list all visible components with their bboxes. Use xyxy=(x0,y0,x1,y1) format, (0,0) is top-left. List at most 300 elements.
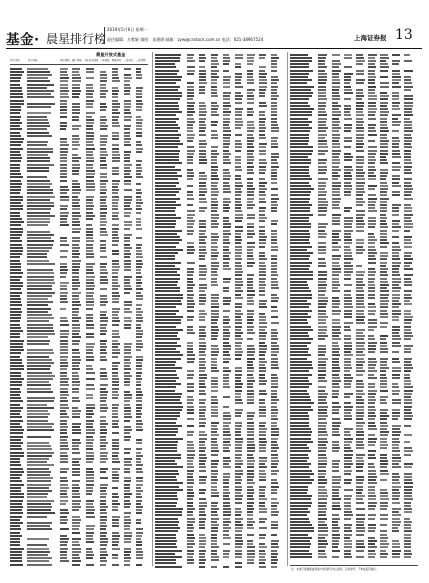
table-cell xyxy=(199,386,206,388)
table-cell xyxy=(27,272,54,274)
table-row xyxy=(155,488,287,491)
table-cell xyxy=(124,432,130,434)
table-row xyxy=(155,53,287,56)
table-cell xyxy=(290,89,311,91)
table-row xyxy=(155,72,287,75)
table-cell xyxy=(187,217,193,219)
table-cell xyxy=(86,365,92,367)
table-cell xyxy=(211,313,219,315)
table-cell xyxy=(356,412,364,414)
table-cell xyxy=(368,92,375,94)
table-row xyxy=(290,200,422,203)
table-cell xyxy=(187,194,193,196)
table-cell xyxy=(356,303,364,305)
table-cell xyxy=(290,486,308,488)
table-cell xyxy=(60,557,67,559)
table-cell xyxy=(199,492,205,494)
table-cell xyxy=(136,416,141,418)
table-cell xyxy=(332,412,339,414)
table-cell xyxy=(136,295,143,297)
table-cell xyxy=(199,175,207,177)
table-cell xyxy=(223,236,229,238)
table-cell xyxy=(100,215,106,217)
table-cell xyxy=(290,521,310,523)
table-cell xyxy=(86,493,92,495)
table-cell xyxy=(187,524,193,526)
table-cell xyxy=(199,134,206,136)
table-cell xyxy=(247,76,253,78)
table-cell xyxy=(72,84,80,86)
table-row xyxy=(10,502,142,505)
table-cell xyxy=(223,207,230,209)
table-cell xyxy=(86,231,93,233)
table-cell xyxy=(223,127,230,129)
table-cell xyxy=(332,127,341,129)
table-cell xyxy=(356,390,363,392)
table-cell xyxy=(155,559,176,561)
table-cell xyxy=(124,180,131,182)
table-cell xyxy=(72,503,80,505)
table-cell xyxy=(27,327,53,329)
table-cell xyxy=(211,559,219,561)
table-cell xyxy=(60,317,67,319)
table-cell xyxy=(290,463,311,465)
table-cell xyxy=(112,292,119,294)
table-row xyxy=(10,102,142,105)
table-cell xyxy=(344,217,353,219)
table-cell xyxy=(332,431,339,433)
table-cell xyxy=(332,418,340,420)
table-cell xyxy=(155,271,177,273)
table-cell xyxy=(344,511,352,513)
table-row xyxy=(10,182,142,185)
table-cell xyxy=(404,399,412,401)
table-row xyxy=(155,319,287,322)
table-cell xyxy=(72,272,79,274)
table-cell xyxy=(356,73,364,75)
table-cell xyxy=(100,186,106,188)
table-cell xyxy=(136,122,142,124)
table-cell xyxy=(380,428,387,430)
table-cell xyxy=(124,247,132,249)
table-cell xyxy=(100,557,106,559)
table-cell xyxy=(368,156,375,158)
table-cell xyxy=(187,454,195,456)
table-cell xyxy=(247,230,254,232)
table-cell xyxy=(72,500,81,502)
table-cell xyxy=(27,90,54,92)
table-row xyxy=(155,479,287,482)
table-cell xyxy=(10,480,22,482)
table-cell xyxy=(223,249,229,251)
table-cell xyxy=(344,233,351,235)
table-cell xyxy=(60,164,67,166)
table-row xyxy=(155,139,287,142)
table-row xyxy=(290,514,422,517)
table-cell xyxy=(368,492,375,494)
table-cell xyxy=(72,221,80,223)
table-cell xyxy=(247,313,254,315)
table-cell xyxy=(136,564,142,566)
table-cell xyxy=(124,407,131,409)
table-cell xyxy=(223,182,229,184)
table-cell xyxy=(404,172,412,174)
table-row xyxy=(155,395,287,398)
table-cell xyxy=(60,103,67,105)
table-cell xyxy=(136,202,143,204)
table-row xyxy=(290,226,422,229)
table-cell xyxy=(124,551,131,553)
table-cell xyxy=(187,530,193,532)
table-cell xyxy=(247,438,254,440)
table-row xyxy=(155,405,287,408)
table-cell xyxy=(318,102,326,104)
table-cell xyxy=(27,279,54,281)
table-cell xyxy=(290,396,310,398)
table-cell xyxy=(404,505,411,507)
table-cell xyxy=(112,346,118,348)
table-cell xyxy=(100,407,108,409)
table-cell xyxy=(271,204,278,206)
table-cell xyxy=(332,390,339,392)
table-cell xyxy=(112,423,118,425)
table-row xyxy=(155,370,287,373)
table-cell xyxy=(392,95,399,97)
table-cell xyxy=(112,362,120,364)
table-cell xyxy=(368,310,376,312)
table-cell xyxy=(72,506,81,508)
table-cell xyxy=(211,124,217,126)
table-cell xyxy=(259,210,265,212)
table-cell xyxy=(86,135,94,137)
table-cell xyxy=(136,224,141,226)
table-cell xyxy=(259,566,266,568)
table-cell xyxy=(100,429,107,431)
table-cell xyxy=(290,495,312,497)
table-row xyxy=(290,344,422,347)
table-cell xyxy=(368,111,376,113)
table-cell xyxy=(290,326,311,328)
table-cell xyxy=(10,151,20,153)
table-cell xyxy=(380,425,388,427)
table-cell xyxy=(155,105,179,107)
table-cell xyxy=(235,239,242,241)
table-cell xyxy=(332,342,338,344)
table-cell xyxy=(72,320,79,322)
table-cell xyxy=(187,290,193,292)
table-cell xyxy=(235,374,242,376)
table-cell xyxy=(223,175,231,177)
table-cell xyxy=(199,143,207,145)
table-cell xyxy=(318,399,326,401)
table-cell xyxy=(271,470,279,472)
table-cell xyxy=(259,370,266,372)
table-cell xyxy=(72,333,79,335)
table-cell xyxy=(27,397,55,399)
table-cell xyxy=(100,458,108,460)
table-cell xyxy=(344,278,351,280)
table-row xyxy=(10,269,142,272)
table-cell xyxy=(155,310,179,312)
table-cell xyxy=(155,303,182,305)
table-cell xyxy=(100,490,106,492)
table-cell xyxy=(380,380,387,382)
table-cell xyxy=(271,566,277,568)
table-cell xyxy=(318,169,327,171)
table-cell xyxy=(368,473,376,475)
table-row xyxy=(290,351,422,354)
table-cell xyxy=(259,79,267,81)
table-cell xyxy=(290,137,309,139)
table-cell xyxy=(356,146,363,148)
table-cell xyxy=(27,119,48,121)
table-cell xyxy=(404,463,413,465)
table-cell xyxy=(112,269,119,271)
table-cell xyxy=(332,98,340,100)
table-cell xyxy=(136,400,142,402)
table-cell xyxy=(318,316,328,318)
table-cell xyxy=(72,327,80,329)
table-cell xyxy=(332,124,339,126)
table-cell xyxy=(392,508,401,510)
table-cell xyxy=(60,522,67,524)
table-cell xyxy=(72,381,80,383)
table-cell xyxy=(235,310,241,312)
table-cell xyxy=(318,466,326,468)
table-row xyxy=(290,543,422,546)
table-cell xyxy=(332,521,338,523)
table-cell xyxy=(404,518,410,520)
table-cell xyxy=(27,180,50,182)
table-cell xyxy=(10,266,21,268)
table-row xyxy=(290,72,422,75)
table-cell xyxy=(155,470,178,472)
table-cell xyxy=(271,143,278,145)
table-cell xyxy=(72,557,80,559)
table-cell xyxy=(211,527,218,529)
table-cell xyxy=(199,553,205,555)
table-cell xyxy=(10,330,23,332)
table-row xyxy=(10,150,142,153)
table-row xyxy=(155,357,287,360)
table-cell xyxy=(112,333,119,335)
table-cell xyxy=(318,335,328,337)
table-cell xyxy=(155,498,178,500)
table-cell xyxy=(223,553,229,555)
table-cell xyxy=(187,230,194,232)
table-cell xyxy=(187,543,195,545)
table-cell xyxy=(235,470,243,472)
table-cell xyxy=(124,391,130,393)
table-cell xyxy=(259,265,266,267)
table-row xyxy=(155,322,287,325)
table-row xyxy=(10,448,142,451)
table-cell xyxy=(247,303,254,305)
table-cell xyxy=(199,76,206,78)
table-cell xyxy=(318,98,327,100)
table-cell xyxy=(332,460,340,462)
table-cell xyxy=(318,294,325,296)
table-cell xyxy=(259,489,265,491)
table-cell xyxy=(86,320,93,322)
table-cell xyxy=(199,300,206,302)
table-cell xyxy=(392,358,399,360)
table-row xyxy=(10,323,142,326)
table-cell xyxy=(235,441,243,443)
table-cell xyxy=(318,441,328,443)
table-row xyxy=(10,214,142,217)
table-cell xyxy=(290,530,314,532)
section-subtitle: 晨星排行榜 xyxy=(46,30,106,47)
table-cell xyxy=(211,354,218,356)
table-cell xyxy=(124,343,132,345)
table-row xyxy=(155,411,287,414)
table-cell xyxy=(10,269,21,271)
table-cell xyxy=(318,495,328,497)
table-row xyxy=(155,447,287,450)
table-cell xyxy=(86,151,93,153)
table-cell xyxy=(332,146,340,148)
table-cell xyxy=(344,546,352,548)
table-cell xyxy=(10,356,20,358)
table-cell xyxy=(72,301,80,303)
table-cell xyxy=(112,250,119,252)
table-cell xyxy=(318,79,327,81)
table-cell xyxy=(318,204,328,206)
table-cell xyxy=(112,426,119,428)
table-cell xyxy=(235,316,241,318)
table-cell xyxy=(10,311,22,313)
table-cell xyxy=(404,313,411,315)
table-cell xyxy=(247,246,255,248)
table-cell xyxy=(187,527,194,529)
table-cell xyxy=(124,260,131,262)
table-cell xyxy=(318,76,327,78)
table-cell xyxy=(187,498,193,500)
table-row xyxy=(10,329,142,332)
table-cell xyxy=(290,460,307,462)
table-row xyxy=(155,495,287,498)
table-row xyxy=(290,75,422,78)
table-cell xyxy=(124,538,131,540)
table-cell xyxy=(124,493,132,495)
table-cell xyxy=(155,297,183,299)
table-cell xyxy=(235,111,242,113)
table-cell xyxy=(187,274,193,276)
table-row xyxy=(290,88,422,91)
header-ytd: 今年以来回报 xyxy=(84,59,98,62)
table-cell xyxy=(86,317,93,319)
table-cell xyxy=(27,244,53,246)
table-row xyxy=(10,246,142,249)
table-row xyxy=(290,101,422,104)
table-cell xyxy=(392,204,401,206)
table-cell xyxy=(318,450,326,452)
table-cell xyxy=(356,82,364,84)
table-row xyxy=(155,56,287,59)
table-cell xyxy=(187,294,194,296)
table-cell xyxy=(124,359,130,361)
table-cell xyxy=(187,271,194,273)
table-row xyxy=(290,146,422,149)
table-cell xyxy=(318,95,326,97)
table-cell xyxy=(86,359,94,361)
table-cell xyxy=(27,528,52,530)
table-cell xyxy=(199,105,206,107)
table-cell xyxy=(404,303,412,305)
table-cell xyxy=(10,250,23,252)
table-cell xyxy=(392,502,400,504)
table-row xyxy=(155,312,287,315)
table-cell xyxy=(187,268,194,270)
table-cell xyxy=(155,370,176,372)
table-cell xyxy=(136,423,143,425)
table-cell xyxy=(332,377,340,379)
table-row xyxy=(155,191,287,194)
table-row xyxy=(155,210,287,213)
table-cell xyxy=(72,250,79,252)
table-cell xyxy=(211,566,217,568)
table-row xyxy=(290,130,422,133)
table-cell xyxy=(100,224,106,226)
table-cell xyxy=(60,452,67,454)
table-cell xyxy=(368,386,375,388)
table-row xyxy=(290,357,422,360)
table-cell xyxy=(404,111,412,113)
table-cell xyxy=(259,390,266,392)
table-cell xyxy=(199,498,206,500)
table-cell xyxy=(112,109,118,111)
table-row xyxy=(290,274,422,277)
table-row xyxy=(155,107,287,110)
table-cell xyxy=(392,214,399,216)
table-row xyxy=(10,505,142,508)
table-cell xyxy=(318,319,326,321)
table-cell xyxy=(290,146,313,148)
table-cell xyxy=(356,102,364,104)
table-cell xyxy=(199,207,207,209)
table-cell xyxy=(155,162,182,164)
table-cell xyxy=(60,148,68,150)
table-cell xyxy=(199,514,206,516)
table-cell xyxy=(344,300,352,302)
table-cell xyxy=(72,352,80,354)
table-cell xyxy=(368,239,377,241)
table-cell xyxy=(247,543,253,545)
table-cell xyxy=(60,93,68,95)
table-cell xyxy=(404,60,412,62)
table-cell xyxy=(404,281,412,283)
table-cell xyxy=(392,86,401,88)
table-cell xyxy=(72,564,80,566)
table-cell xyxy=(356,300,364,302)
table-cell xyxy=(356,409,364,411)
table-cell xyxy=(392,335,400,337)
table-cell xyxy=(344,246,350,248)
table-cell xyxy=(72,448,79,450)
table-cell xyxy=(247,540,253,542)
table-cell xyxy=(86,442,93,444)
table-cell xyxy=(86,272,94,274)
table-cell xyxy=(86,208,93,210)
table-cell xyxy=(223,63,229,65)
table-cell xyxy=(290,345,307,347)
table-cell xyxy=(318,284,327,286)
table-cell xyxy=(332,54,340,56)
table-cell xyxy=(271,249,278,251)
table-cell xyxy=(368,415,376,417)
table-row xyxy=(10,243,142,246)
